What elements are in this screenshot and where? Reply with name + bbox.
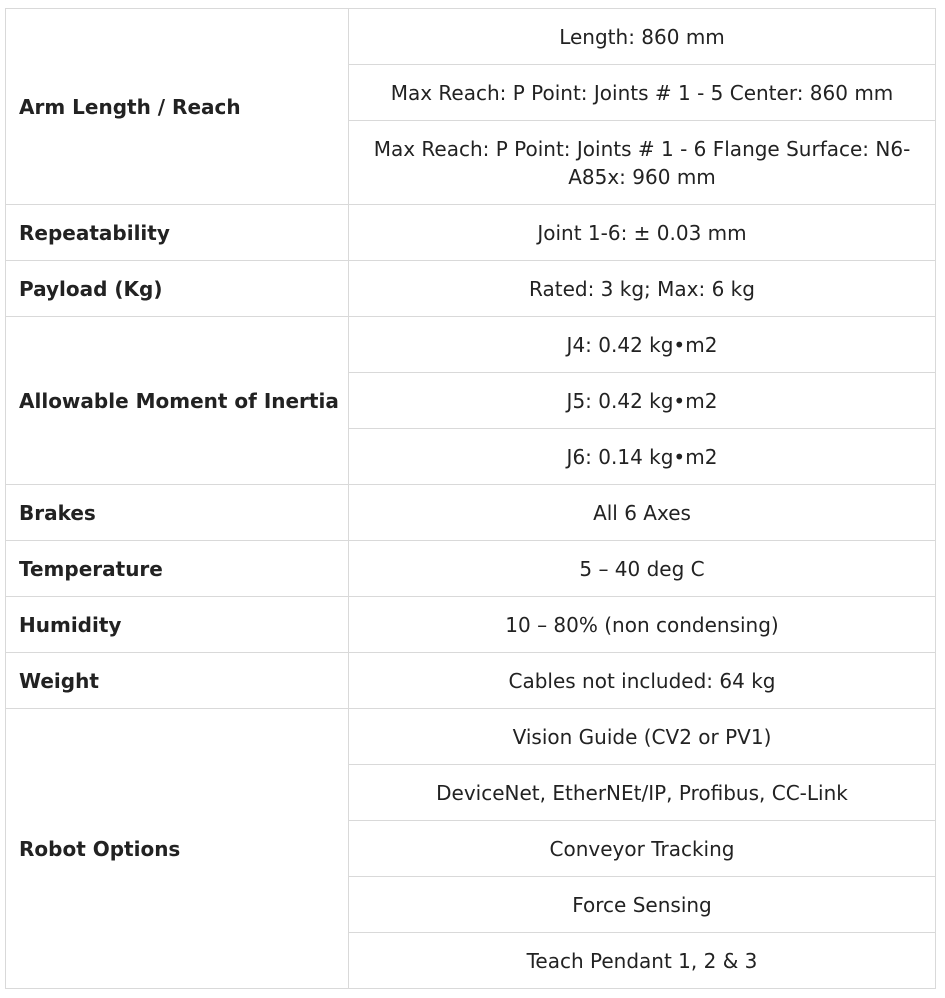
- spec-value-length: Length: 860 mm: [349, 9, 936, 65]
- spec-label-arm-length: Arm Length / Reach: [6, 9, 349, 205]
- spec-label-repeatability: Repeatability: [6, 205, 349, 261]
- spec-row-repeatability: [6, 205, 936, 261]
- spec-value-option-conveyor: Conveyor Tracking: [349, 821, 936, 877]
- spec-value-option-pendant: Teach Pendant 1, 2 & 3: [349, 933, 936, 989]
- spec-row-arm-length: [6, 9, 936, 65]
- spec-label-payload: Payload (Kg): [6, 261, 349, 317]
- spec-value-inertia-j5: J5: 0.42 kg•m2: [349, 373, 936, 429]
- spec-label-temperature: Temperature: [6, 541, 349, 597]
- spec-row-inertia: [6, 317, 936, 373]
- spec-value-repeatability: Joint 1-6: ± 0.03 mm: [349, 205, 936, 261]
- spec-label-humidity: Humidity: [6, 597, 349, 653]
- spec-value-option-fieldbus: DeviceNet, EtherNEt/IP, Profibus, CC-Link: [349, 765, 936, 821]
- spec-row-temperature: [6, 541, 936, 597]
- spec-row-robot-options: [6, 709, 936, 765]
- spec-value-inertia-j4: J4: 0.42 kg•m2: [349, 317, 936, 373]
- spec-value-humidity: 10 – 80% (non condensing): [349, 597, 936, 653]
- spec-value-temperature: 5 – 40 deg C: [349, 541, 936, 597]
- spec-value-max-reach-flange-text: Max Reach: P Point: Joints # 1 - 6 Flange Surface: N6-A85x: 960 mm: [373, 136, 911, 189]
- spec-value-payload: Rated: 3 kg; Max: 6 kg: [349, 261, 936, 317]
- spec-value-option-vision: Vision Guide (CV2 or PV1): [349, 709, 936, 765]
- spec-label-brakes: Brakes: [6, 485, 349, 541]
- spec-label-inertia: Allowable Moment of Inertia: [6, 317, 349, 485]
- spec-row-brakes: [6, 485, 936, 541]
- spec-label-robot-options: Robot Options: [6, 709, 349, 989]
- spec-value-max-reach-flange: [349, 121, 936, 205]
- spec-label-weight: Weight: [6, 653, 349, 709]
- spec-row-weight: [6, 653, 936, 709]
- spec-value-max-reach-center: Max Reach: P Point: Joints # 1 - 5 Center: 860 mm: [349, 65, 936, 121]
- spec-value-weight: Cables not included: 64 kg: [349, 653, 936, 709]
- spec-table: [5, 8, 936, 989]
- spec-value-inertia-j6: J6: 0.14 kg•m2: [349, 429, 936, 485]
- spec-value-option-force: Force Sensing: [349, 877, 936, 933]
- spec-row-payload: [6, 261, 936, 317]
- spec-row-humidity: [6, 597, 936, 653]
- spec-value-brakes: All 6 Axes: [349, 485, 936, 541]
